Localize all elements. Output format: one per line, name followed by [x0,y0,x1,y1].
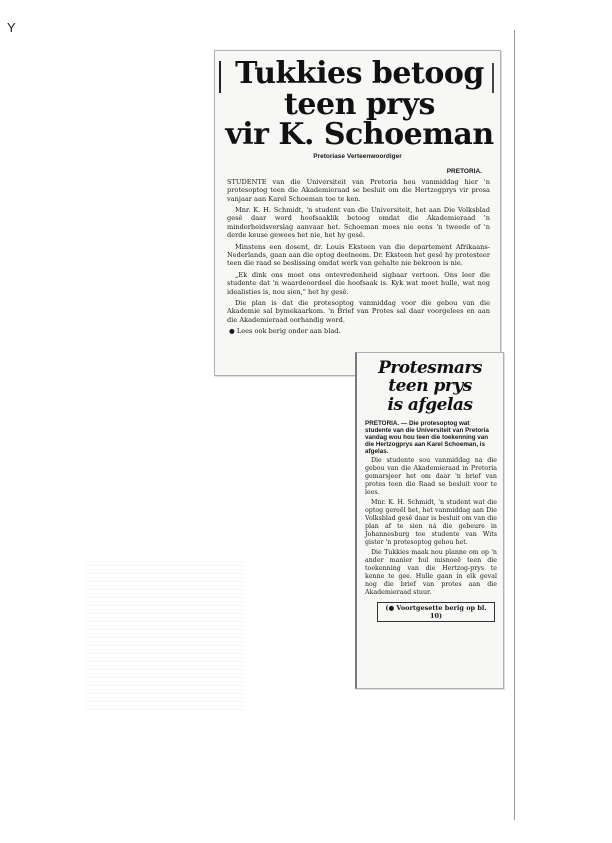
column-rule-right [492,63,494,93]
headline-line: is afgelas [387,394,473,415]
article-paragraph: Mnr. K. H. Schmidt, 'n student van die Universiteit, het aan Die Volksblad gesê daar word hoofsaaklik betoog omdat die Akademieraad 'n minderheidsverslag aanvaar het. Schoeman moes nie eens 'n tweede of 'n derde keuse gewees het nie, het hy gesê. [227,206,490,240]
newspaper-clipping-main [214,50,501,376]
headline [225,56,494,153]
byline: Pretoriase Verteenwoordiger [313,152,402,160]
article-paragraph: „Ek dink ons moet ons ontevredenheid sigbaar vertoon. Ons leer die studente dat 'n waardeoordeel die hoofsaak is. Kyk wat moet hulle, wat nog idealisties is, nou sien," het hy gesê. [227,270,490,296]
column-rule-left [219,61,221,93]
article-paragraph: Mnr. K. H. Schmidt, 'n student wat die optog gereël het, het vanmiddag aan Die Volksblad gesê daar is besluit om van die plan af te sien ná die gebeure in Johannesburg toe studente van Wits gister 'n protesoptog gehou het. [365,499,497,547]
headline-line: vir K. Schoeman [225,117,494,153]
continued-note: (● Voortgesette berig op bl. 10) [377,602,495,622]
headline-line: Protesmars [378,358,482,378]
article-paragraph: Die Tukkies maak nou planne om op 'n ander manier hul misnoeë teen die toekenning van die Hertzog-prys te kenne te gee. Hulle gaan in elk geval nog die brief van protes aan die Akademieraad stuur. [365,549,497,597]
article-paragraph: STUDENTE van die Universiteit van Pretoria hou vanmiddag hier 'n protesoptog teen die Akademieraad se besluit om die Hertzogprys vir prosa vanjaar aan Karel Schoeman toe te ken. [227,177,490,203]
page-edge-line [514,30,515,820]
headline-line: Tukkies betoog [235,56,484,91]
article-paragraph: Die studente sou vanmiddag na die gebou van die Akademieraad in Pretoria gemarsjeer het om daar 'n brief van protes teen die Raad se besluit voor te lees. [365,457,497,497]
page-mark: Y [7,20,16,35]
dateline: PRETORIA. [446,167,482,175]
newspaper-clipping-followup [355,352,504,689]
dateline-paragraph: PRETORIA. — Die protesoptog wat studente van die Universiteit van Pretoria vandag wou hou teen die toekenning van die Hertzogprys aan Karel Schoeman, is afgelas. [365,420,489,456]
scan-smudge [85,560,245,710]
article-paragraph: Minstens een dosent, dr. Louis Eksteen van die departement Afrikaans-Nederlands, gaan aan die optog deelneem. Dr. Eksteen het gesê hy protesteer teen die raad se beslissing omdat werk van gehalte nie bekroon is nie. [227,242,490,268]
headline [361,359,499,414]
headline-line: teen prys [388,376,472,397]
article-paragraph: Die plan is dat die protesoptog vanmiddag voor die gebou van die Akademie sal bymekaarkom. 'n Brief van Protes sal daar voorgelees en aan die Akademieraad oorhandig word. [227,299,490,324]
see-also-note: ● Lees ook berig onder aan blad. [229,327,341,336]
headline-line: teen prys [284,86,435,122]
